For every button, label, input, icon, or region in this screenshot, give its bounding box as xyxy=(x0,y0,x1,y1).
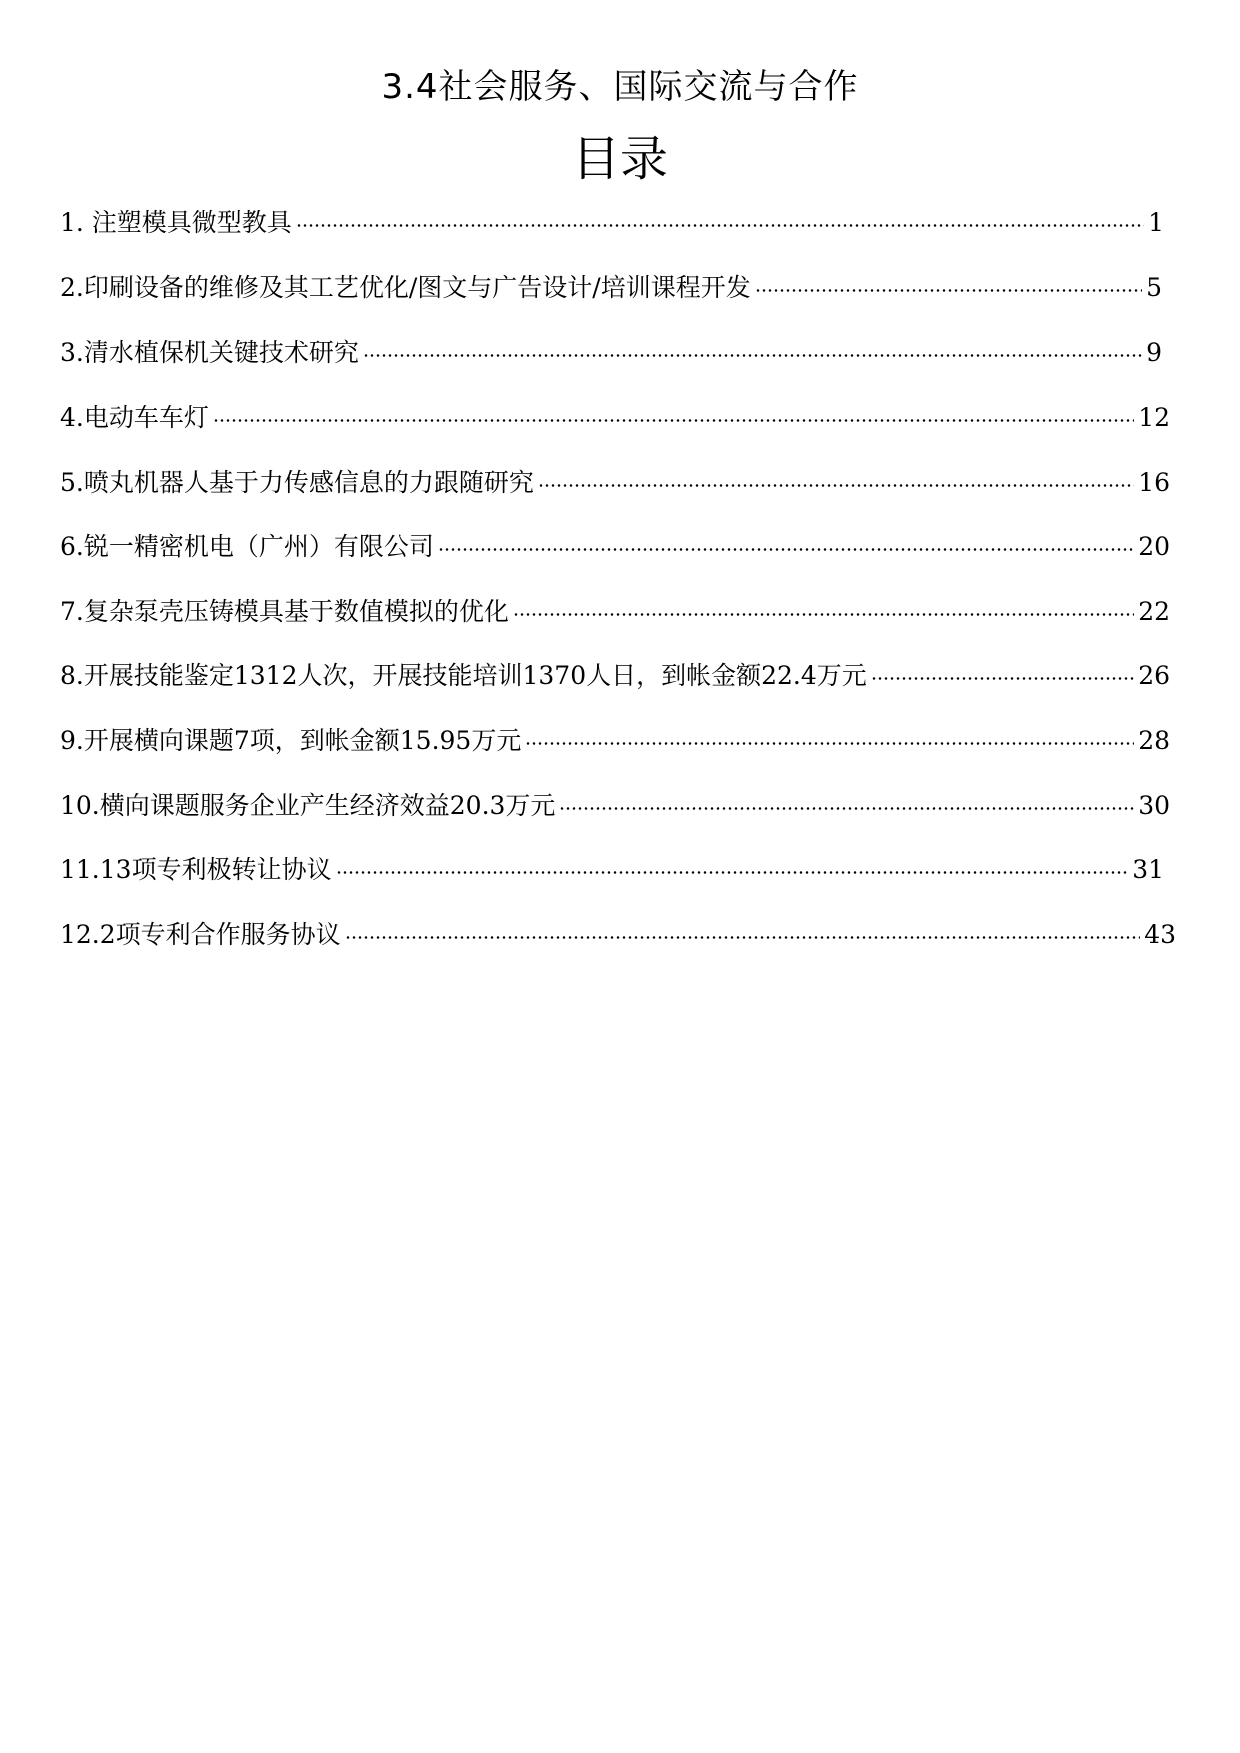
toc-entry-page: 20 xyxy=(1138,532,1170,561)
toc-entry-page: 31 xyxy=(1132,855,1164,884)
toc-dot-leader xyxy=(755,289,1142,292)
toc-dot-leader xyxy=(871,677,1134,680)
section-title: 3.4社会服务、国际交流与合作 xyxy=(381,67,859,107)
toc-entry-label: 12.2项专利合作服务协议 xyxy=(60,920,341,949)
toc-entry-page: 1 xyxy=(1148,208,1164,237)
toc-entry-label: 8.开展技能鉴定1312人次，开展技能培训1370人日，到帐金额22.4万元 xyxy=(60,661,867,690)
toc-entry-page: 16 xyxy=(1138,468,1170,497)
toc-entry-label: 4.电动车车灯 xyxy=(60,403,209,432)
toc-entry-page: 5 xyxy=(1146,273,1162,302)
toc-entry-8 xyxy=(60,656,1170,696)
toc-entry-3 xyxy=(60,333,1162,373)
toc-entry-1 xyxy=(60,203,1164,243)
toc-entry-7 xyxy=(60,592,1170,632)
toc-entry-9 xyxy=(60,721,1170,761)
toc-entry-label: 3.清水植保机关键技术研究 xyxy=(60,338,359,367)
toc-entry-page: 30 xyxy=(1138,791,1170,820)
toc-entry-label: 7.复杂泵壳压铸模具基于数值模拟的优化 xyxy=(60,597,509,626)
toc-entry-page: 9 xyxy=(1146,338,1162,367)
toc-dot-leader xyxy=(336,871,1129,874)
toc-dot-leader xyxy=(538,484,1134,487)
toc-entry-5 xyxy=(60,463,1170,503)
toc-entry-page: 43 xyxy=(1144,920,1176,949)
toc-entry-6 xyxy=(60,527,1170,567)
toc-dot-leader xyxy=(363,354,1142,357)
toc-entry-page: 12 xyxy=(1138,403,1170,432)
toc-dot-leader xyxy=(213,419,1134,422)
toc-entry-label: 2.印刷设备的维修及其工艺优化/图文与广告设计/培训课程开发 xyxy=(60,273,751,302)
toc-entry-2 xyxy=(60,268,1162,308)
toc-entry-11 xyxy=(60,850,1164,890)
toc-entry-12 xyxy=(60,915,1176,955)
toc-dot-leader xyxy=(345,936,1141,939)
toc-entry-label: 6.锐一精密机电（广州）有限公司 xyxy=(60,532,434,561)
toc-entry-label: 11.13项专利极转让协议 xyxy=(60,855,332,884)
toc-entry-page: 26 xyxy=(1138,661,1170,690)
toc-entry-label: 10.横向课题服务企业产生经济效益20.3万元 xyxy=(60,791,556,820)
toc-entry-label: 9.开展横向课题7项，到帐金额15.95万元 xyxy=(60,726,522,755)
toc-entry-label: 5.喷丸机器人基于力传感信息的力跟随研究 xyxy=(60,468,534,497)
toc-dot-leader xyxy=(513,613,1134,616)
toc-dot-leader xyxy=(559,807,1134,810)
toc-entry-10 xyxy=(60,786,1170,826)
toc-entry-page: 22 xyxy=(1138,597,1170,626)
toc-dot-leader xyxy=(438,548,1134,551)
toc-heading: 目录 xyxy=(571,131,668,187)
toc-entry-4 xyxy=(60,398,1170,438)
toc-entry-label: 1. 注塑模具微型教具 xyxy=(60,208,292,237)
toc-dot-leader xyxy=(296,224,1144,227)
toc-entry-page: 28 xyxy=(1138,726,1170,755)
toc-dot-leader xyxy=(525,742,1134,745)
